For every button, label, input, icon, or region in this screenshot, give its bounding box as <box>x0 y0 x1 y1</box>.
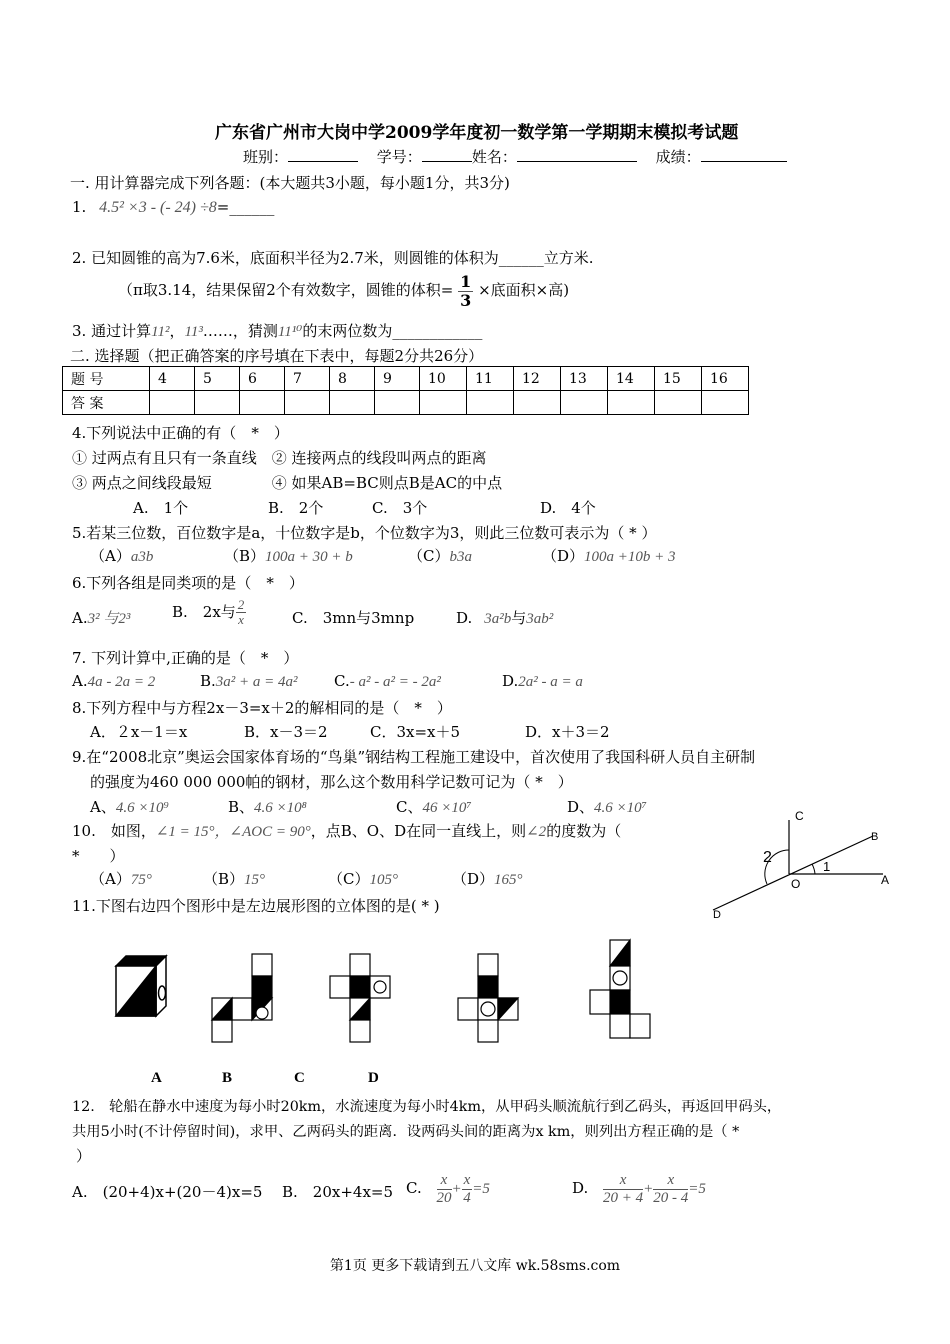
option-math: 3a² + a = 4a² <box>215 674 298 690</box>
q11-label-b: B <box>222 1070 233 1086</box>
option-label: C. <box>334 672 350 690</box>
fraction <box>603 1172 643 1206</box>
angle-1-arc <box>812 864 815 874</box>
q9-stem-1: 9.在“2008北京”奥运会国家体育场的“鸟巢”钢结构工程施工建设中，首次使用了我国科研人员自主研制 <box>72 748 756 766</box>
score-blank[interactable] <box>701 161 787 162</box>
header-fields <box>243 146 787 167</box>
q3-math-2: 11³ <box>184 324 203 340</box>
q10-option-c <box>328 868 398 889</box>
q6-option-c: C. 3mn与3mnp <box>292 609 415 627</box>
frac-den: 20 <box>436 1189 452 1206</box>
q11-cube-figures <box>100 936 680 1056</box>
class-blank[interactable] <box>288 161 358 162</box>
option-label: B. 2x与 <box>172 602 236 621</box>
q4-option-d: D. 4个 <box>540 499 596 517</box>
q6-option-a <box>72 607 130 628</box>
qnum-cell: 9 <box>375 367 420 391</box>
option-label: （D） <box>452 870 495 888</box>
number-blank[interactable] <box>422 161 472 162</box>
option-math: b3a <box>449 549 472 565</box>
q8-option-b: B．x－3＝2 <box>244 723 328 741</box>
option-label: D、 <box>567 798 595 816</box>
qnum-cell: 7 <box>285 367 330 391</box>
name-label: 姓名： <box>471 148 517 166</box>
q2-hint <box>118 273 569 309</box>
line-bd <box>713 836 873 910</box>
page-footer: 第1页 更多下载请到五八文库 wk.58sms.com <box>329 1258 621 1274</box>
qnum-cell: 13 <box>561 367 608 391</box>
q5-option-b <box>224 545 353 566</box>
option-label: A. <box>72 672 88 690</box>
header-label-cell: 题 号 <box>63 367 150 391</box>
cube-3d <box>116 956 166 1016</box>
qnum-cell: 14 <box>608 367 655 391</box>
q12-line3: ） <box>76 1147 92 1165</box>
answer-cell[interactable] <box>420 391 467 415</box>
q11-label-d: D <box>368 1070 379 1086</box>
option-label: （D） <box>542 547 585 565</box>
option-math: 3a²b <box>484 611 512 627</box>
q9-option-c <box>396 796 472 817</box>
qnum-cell: 15 <box>655 367 702 391</box>
option-math: 4.6 ×10⁸ <box>254 800 307 816</box>
option-label: C、 <box>396 798 423 816</box>
option-math: 4a - 2a = 2 <box>87 674 156 690</box>
q3-text-c: ……，猜测 <box>202 322 278 340</box>
q10-math-1: ∠1 = 15°，∠AOC = 90° <box>155 824 311 840</box>
q4-option-c: C. 3个 <box>372 499 428 517</box>
option-label: （A） <box>90 547 131 565</box>
frac-num: x <box>653 1172 688 1190</box>
q2-hint-text: （π取3.14，结果保留2个有效数字，圆锥的体积= <box>118 281 454 300</box>
option-math: 100a + 30 + b <box>265 549 353 565</box>
q11-label-a: A <box>151 1070 162 1086</box>
q4-option-a: A. 1个 <box>133 499 189 517</box>
option-math: 3ab² <box>526 611 554 627</box>
q12-option-d: D. $\frac{x}{20 + 4}$ + $\frac{x}{20 - 4}$ =5 <box>572 1172 706 1206</box>
net-d <box>590 940 650 1038</box>
q12-line2: 共用5小时(不计停留时间)，求甲、乙两码头的距离．设两码头间的距离为x km，则列出方程正确的是（ * <box>72 1124 740 1140</box>
option-math: 2a² - a = a <box>518 674 583 690</box>
q10-option-b <box>203 868 265 889</box>
option-label: （B） <box>203 870 245 888</box>
qnum-cell: 10 <box>420 367 467 391</box>
q5-option-a <box>90 545 153 566</box>
label-c: C <box>795 810 804 823</box>
q9-option-b <box>228 796 307 817</box>
frac-num: x <box>463 1172 471 1188</box>
q3-math-1: 11² <box>151 324 170 340</box>
label-1: 1 <box>823 859 831 874</box>
q11-stem: 11.下图右边四个图形中是左边展形图的立体图的是( * ) <box>72 897 440 915</box>
label-a: A <box>881 873 890 887</box>
q12-line1: 12. 轮船在静水中速度为每小时20km，水流速度为每小时4km，从甲码头顺流航行到乙码头，再返回甲码头， <box>72 1099 782 1115</box>
q8-option-c: C．3x=x＋5 <box>370 723 461 741</box>
frac-num: x <box>603 1172 643 1190</box>
option-label: A. <box>72 609 88 627</box>
option-math: 4.6 ×10⁷ <box>594 800 647 816</box>
option-label: B. <box>200 672 216 690</box>
qnum-cell: 4 <box>150 367 195 391</box>
q8-stem: 8.下列方程中与方程2x－3=x＋2的解相同的是（ * ） <box>72 699 452 717</box>
q6-stem: 6.下列各组是同类项的是（ * ） <box>72 574 304 592</box>
q7-option-d <box>502 672 583 691</box>
frac-den: x <box>238 612 244 628</box>
option-math: 3² 与2³ <box>87 611 131 627</box>
q10-option-d <box>452 868 523 889</box>
section1-heading: 一. 用计算器完成下列各题：(本大题共3小题，每小题1分，共3分) <box>70 174 510 192</box>
answer-cell[interactable] <box>240 391 285 415</box>
answer-cell[interactable] <box>655 391 702 415</box>
q7-option-a <box>72 672 155 691</box>
q7-stem: 7. 下列计算中,正确的是（ * ） <box>72 649 299 667</box>
q11-label-c: C <box>294 1070 305 1086</box>
answer-cell[interactable] <box>561 391 608 415</box>
fraction <box>462 1172 473 1206</box>
q1 <box>72 198 274 217</box>
q10-angle-figure <box>705 810 900 920</box>
q1-expression: 4.5² ×3 - (- 24) ÷8 <box>99 199 217 216</box>
answer-label-cell: 答 案 <box>63 391 150 415</box>
q4-line1: ① 过两点有且只有一条直线 ② 连接两点的线段叫两点的距离 <box>72 449 487 467</box>
answer-cell[interactable] <box>195 391 240 415</box>
q10-text-a: 10. 如图， <box>72 822 156 840</box>
q5-option-c <box>408 545 472 566</box>
q4-stem: 4.下列说法中正确的有（ * ） <box>72 424 289 442</box>
q3-text-a: 3. 通过计算 <box>72 322 152 340</box>
qnum-cell: 11 <box>467 367 514 391</box>
q12-option-b: B. 20x+4x=5 <box>282 1183 394 1201</box>
option-label: B、 <box>228 798 255 816</box>
label-2: 2 <box>763 849 772 866</box>
q1-label: 1. <box>72 198 87 216</box>
fraction <box>653 1172 688 1206</box>
option-label: （A） <box>90 870 131 888</box>
option-label: （C） <box>328 870 370 888</box>
q3 <box>72 320 482 341</box>
answer-cell[interactable] <box>467 391 514 415</box>
q3-text-d: 的末两位数为____________ <box>302 322 483 340</box>
qnum-cell: 8 <box>330 367 375 391</box>
qnum-cell: 12 <box>514 367 561 391</box>
frac-num: x <box>437 1172 452 1190</box>
label-b: B <box>871 831 879 843</box>
q12-option-c: C. $\frac{x}{20}$ + $\frac{x}{4}$ =5 <box>406 1172 490 1206</box>
label-o: O <box>791 877 801 891</box>
q2-frac-den: 3 <box>460 290 472 310</box>
option-math: a3b <box>130 549 154 565</box>
q10-stem <box>72 820 621 841</box>
label-d: D <box>713 909 721 920</box>
option-math: - a² - a² = - 2a² <box>349 674 441 690</box>
net-a <box>212 954 272 1042</box>
number-label: 学号： <box>376 148 422 166</box>
net-c <box>458 954 518 1042</box>
option-label: D. <box>502 672 519 690</box>
qnum-cell: 6 <box>240 367 285 391</box>
table-row <box>63 367 749 391</box>
option-label: A、 <box>90 798 116 816</box>
q10-text-c: 的度数为（ <box>546 822 622 840</box>
q8-option-a: A．２x－1＝x <box>90 723 188 741</box>
answer-cell[interactable] <box>285 391 330 415</box>
class-label: 班别： <box>243 148 289 166</box>
answer-cell[interactable] <box>375 391 420 415</box>
q12-option-a: A. (20+4)x+(20－4)x=5 <box>72 1183 263 1201</box>
option-label: C. <box>406 1179 422 1197</box>
q1-answer-blank: =______ <box>216 198 275 216</box>
option-math: 165° <box>494 872 523 888</box>
frac-den: 4 <box>463 1189 471 1206</box>
q10-math-2: ∠2 <box>526 824 547 840</box>
answer-cell[interactable] <box>608 391 655 415</box>
option-math: 15° <box>244 872 266 888</box>
answer-cell[interactable] <box>514 391 561 415</box>
answer-table <box>62 366 749 415</box>
option-math: =5 <box>472 1181 490 1197</box>
option-text: 与 <box>511 609 527 627</box>
table-row <box>63 391 749 415</box>
section2-heading: 二. 选择题（把正确答案的序号填在下表中，每题2分共26分） <box>70 347 484 365</box>
option-label: （B） <box>224 547 266 565</box>
answer-cell[interactable] <box>330 391 375 415</box>
frac-num: 2 <box>237 597 245 612</box>
q6-option-d <box>456 607 553 628</box>
q7-option-b <box>200 672 298 691</box>
fraction <box>437 1172 452 1206</box>
qnum-cell: 5 <box>195 367 240 391</box>
option-math: 75° <box>130 872 152 888</box>
q10-option-a <box>90 868 152 889</box>
qnum-cell: 16 <box>702 367 749 391</box>
q4-line2: ③ 两点之间线段最短 ④ 如果AB=BC则点B是AC的中点 <box>72 474 503 492</box>
answer-cell[interactable] <box>150 391 195 415</box>
q2-fraction <box>458 273 473 309</box>
q2-hint-tail: ×底面积×高) <box>478 281 570 300</box>
option-math: 100a +10b + 3 <box>584 549 676 565</box>
option-label: D. <box>572 1179 589 1197</box>
frac-den: 20 - 4 <box>653 1189 689 1206</box>
q6-fraction <box>236 598 247 628</box>
q3-text-b: ， <box>169 322 185 340</box>
answer-cell[interactable] <box>702 391 749 415</box>
q10-stem-2: * ） <box>72 847 125 865</box>
q5-option-d <box>542 545 676 566</box>
net-b <box>330 954 390 1042</box>
q2-frac-num: 1 <box>460 272 472 291</box>
score-label: 成绩： <box>655 148 701 166</box>
name-blank[interactable] <box>517 161 637 162</box>
option-label: （C） <box>408 547 450 565</box>
q3-math-3: 11¹⁰ <box>277 324 303 340</box>
option-math: =5 <box>688 1181 706 1197</box>
q9-option-d <box>567 796 647 817</box>
option-label: D. <box>456 609 473 627</box>
q8-option-d: D．x＋3＝2 <box>525 723 610 741</box>
q7-option-c <box>334 672 441 691</box>
q10-text-b: ，点B、O、D在同一直线上，则 <box>310 822 527 840</box>
q2-text: 2. 已知圆锥的高为7.6米，底面积半径为2.7米，则圆锥的体积为______立方米. <box>72 249 594 267</box>
q4-option-b: B. 2个 <box>268 499 324 517</box>
q9-stem-2: 的强度为460 000 000帕的钢材，那么这个数用科学记数可记为（ * ） <box>90 773 573 791</box>
option-math: 46 ×10⁷ <box>422 800 472 816</box>
frac-den: 20 + 4 <box>603 1189 644 1206</box>
page-title: 广东省广州市大岗中学2009学年度初一数学第一学期期末模拟考试题 <box>215 123 739 143</box>
option-math: 4.6 ×10⁹ <box>115 800 169 816</box>
q6-option-b <box>172 598 246 628</box>
q5-stem: 5.若某三位数，百位数字是a，十位数字是b，个位数字为3，则此三位数可表示为（ * ） <box>72 524 657 542</box>
option-math: 105° <box>369 872 398 888</box>
q9-option-a <box>90 796 169 817</box>
